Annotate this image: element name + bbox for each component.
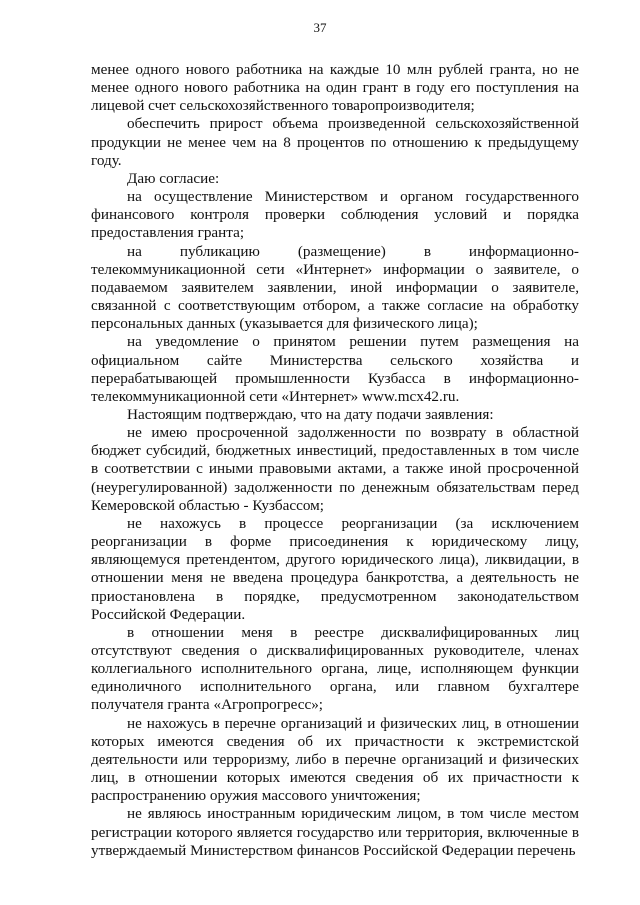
- paragraph: Даю согласие:: [127, 169, 220, 187]
- page-number: 37: [313, 20, 327, 35]
- paragraph: в отношении меня в реестре дисквалифицированных лиц отсутствуют сведения о дисквалифицированных руководителе, членах коллегиального исполнительного органа, лице, исполняющем функции единоличного исполнительного органа, или главном бухгалтере получателя гранта «Агропрогресс»;: [91, 623, 579, 714]
- paragraph: Настоящим подтверждаю, что на дату подачи заявления:: [127, 405, 494, 423]
- paragraph: на публикацию (размещение) в информационно-телекоммуникационной сети «Интернет» информации о заявителе, о подаваемом заявителем заявлении, иной информации о заявителе, связанной с соответствующим отбором, а также согласие на обработку персональных данных (указывается для физического лица);: [91, 242, 579, 333]
- paragraph: менее одного нового работника на каждые 10 млн рублей гранта, но не менее одного нового работника на один грант в году его поступления на лицевой счет сельскохозяйственного товаропроизводителя;: [91, 61, 579, 115]
- paragraph: обеспечить прирост объема произведенной сельскохозяйственной продукции не менее чем на 8 процентов по отношению к предыдущему году.: [91, 115, 579, 169]
- paragraph: не имею просроченной задолженности по возврату в областной бюджет субсидий, бюджетных инвестиций, предоставленных в том числе в соответствии с иными правовыми актами, а также иной просроченной (неурегулированной) задолженности по денежным обязательствам перед Кемеровской областью - Кузбассом;: [91, 424, 579, 514]
- paragraph: на осуществление Министерством и органом государственного финансового контроля проверки соблюдения условий и порядка предоставления гранта;: [91, 188, 579, 242]
- paragraph: на уведомление о принятом решении путем размещения на официальном сайте Министерства сельского хозяйства и перерабатывающей промышленности Кузбасса в информационно-телекоммуникационной сети «Интернет» www.mcx42.ru.: [91, 333, 579, 405]
- document-body: [91, 61, 579, 860]
- paragraph: не нахожусь в процессе реорганизации (за исключением реорганизации в форме присоединения к юридическому лицу, являющемуся претендентом, другого юридического лица), ликвидации, в отношении меня не введена процедура банкротства, а деятельность не приостановлена в порядке, предусмотренном законодательством Российской Федерации.: [91, 514, 579, 623]
- paragraph: не являюсь иностранным юридическим лицом, в том числе местом регистрации которого является государство или территория, включенные в утверждаемый Министерством финансов Российской Федерации перечень: [91, 805, 579, 859]
- paragraph: не нахожусь в перечне организаций и физических лиц, в отношении которых имеются сведения об их причастности к экстремистской деятельности или терроризму, либо в перечне организаций и физических лиц, в отношении которых имеются сведения об их причастности к распространению оружия массового уничтожения;: [91, 714, 579, 805]
